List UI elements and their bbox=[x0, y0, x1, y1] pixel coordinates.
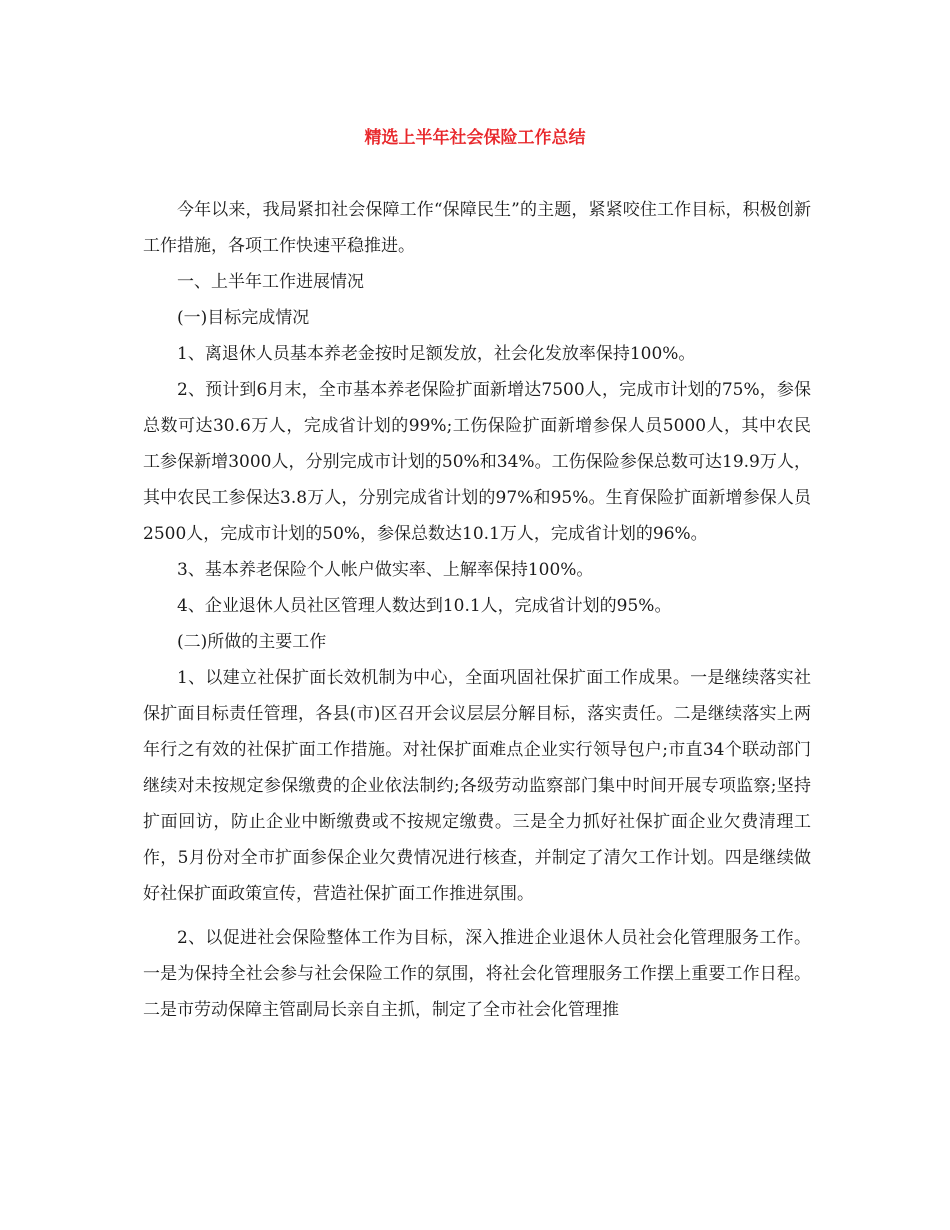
work-paragraph-2: 2、以促进社会保险整体工作为目标，深入推进企业退休人员社会化管理服务工作。一是为保持全社会参与社会保险工作的氛围，将社会化管理服务工作摆上重要工作日程。二是市劳动保障主管副局长亲自主抓，制定了全市社会化管理推 bbox=[143, 928, 811, 1020]
list-item-4: 4、企业退休人员社区管理人数达到10.1人，完成省计划的95%。 bbox=[177, 596, 672, 616]
document-title: 精选上半年社会保险工作总结 bbox=[364, 128, 586, 148]
paragraph-intro: 今年以来，我局紧扣社会保障工作“保障民生”的主题，紧紧咬住工作目标，积极创新工作措施，各项工作快速平稳推进。 bbox=[143, 200, 811, 256]
subsection-heading-2: (二)所做的主要工作 bbox=[177, 632, 327, 652]
section-heading-1: 一、上半年工作进展情况 bbox=[177, 272, 364, 292]
document-body bbox=[143, 192, 811, 1028]
paragraph-gap bbox=[143, 912, 811, 920]
list-item-1: 1、离退休人员基本养老金按时足额发放，社会化发放率保持100%。 bbox=[177, 344, 696, 364]
list-item-2: 2、预计到6月末，全市基本养老保险扩面新增达7500人，完成市计划的75%，参保总数可达30.6万人，完成省计划的99%;工伤保险扩面新增参保人员5000人，其中农民工参保新增3000人，分别完成市计划的50%和34%。工伤保险参保总数可达19.9万人，其中农民工参保达3.8万人，分别完成省计划的97%和95%。生育保险扩面新增参保人员2500人，完成市计划的50%，参保总数达10.1万人，完成省计划的96%。 bbox=[143, 380, 811, 544]
work-paragraph-1: 1、以建立社保扩面长效机制为中心，全面巩固社保扩面工作成果。一是继续落实社保扩面目标责任管理，各县(市)区召开会议层层分解目标，落实责任。二是继续落实上两年行之有效的社保扩面工作措施。对社保扩面难点企业实行领导包户;市直34个联动部门继续对未按规定参保缴费的企业依法制约;各级劳动监察部门集中时间开展专项监察;坚持扩面回访，防止企业中断缴费或不按规定缴费。三是全力抓好社保扩面企业欠费清理工作，5月份对全市扩面参保企业欠费情况进行核查，并制定了清欠工作计划。四是继续做好社保扩面政策宣传，营造社保扩面工作推进氛围。 bbox=[143, 668, 811, 904]
list-item-3: 3、基本养老保险个人帐户做实率、上解率保持100%。 bbox=[177, 560, 594, 580]
subsection-heading-1: (一)目标完成情况 bbox=[177, 308, 310, 328]
